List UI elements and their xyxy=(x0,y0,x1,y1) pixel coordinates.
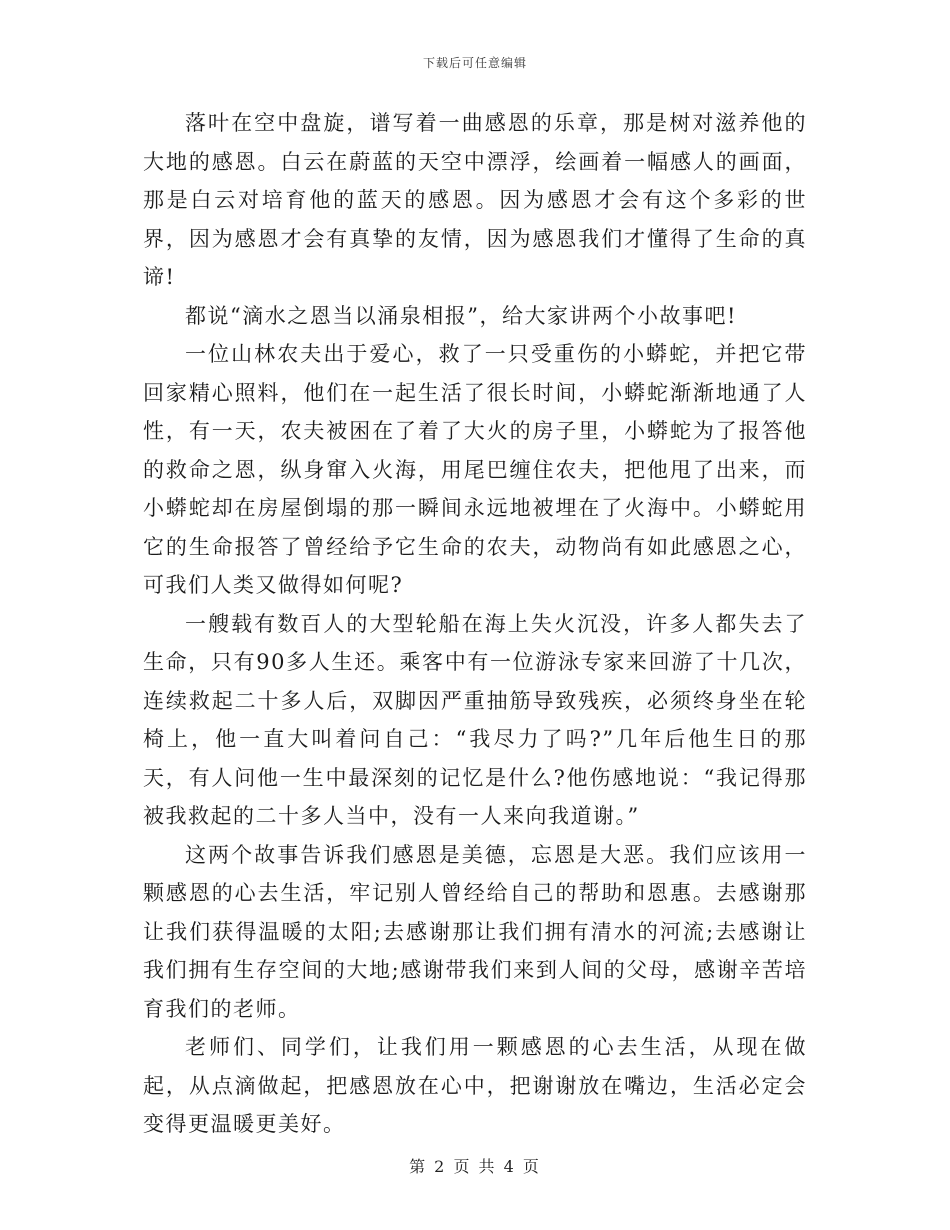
paragraph-3: 一位山林农夫出于爱心，救了一只受重伤的小蟒蛇，并把它带回家精心照料，他们在一起生活了很长时间，小蟒蛇渐渐地通了人性，有一天，农夫被困在了着了大火的房子里，小蟒蛇为了报答他的救命之恩，纵身窜入火海，用尾巴缠住农夫，把他甩了出来，而小蟒蛇却在房屋倒塌的那一瞬间永远地被埋在了火海中。小蟒蛇用它的生命报答了曾经给予它生命的农夫，动物尚有如此感恩之心，可我们人类又做得如何呢? xyxy=(143,342,807,597)
document-body xyxy=(143,104,807,1144)
paragraph-6: 老师们、同学们，让我们用一颗感恩的心去生活，从现在做起，从点滴做起，把感恩放在心中，把谢谢放在嘴边，生活必定会变得更温暖更美好。 xyxy=(143,1035,807,1136)
paragraph-2: 都说“滴水之恩当以涌泉相报”，给大家讲两个小故事吧! xyxy=(185,303,737,328)
paragraph-5: 这两个故事告诉我们感恩是美德，忘恩是大恶。我们应该用一颗感恩的心去生活，牢记别人曾经给自己的帮助和恩惠。去感谢那让我们获得温暖的太阳;去感谢那让我们拥有清水的河流;去感谢让我们拥有生存空间的大地;感谢带我们来到人间的父母，感谢辛苦培育我们的老师。 xyxy=(143,842,807,1021)
paragraph-4: 一艘载有数百人的大型轮船在海上失火沉没，许多人都失去了生命，只有90多人生还。乘客中有一位游泳专家来回游了十几次，连续救起二十多人后，双脚因严重抽筋导致残疾，必须终身坐在轮椅上，他一直大叫着问自己：“我尽力了吗?”几年后他生日的那天，有人问他一生中最深刻的记忆是什么?他伤感地说：“我记得那被我救起的二十多人当中，没有一人来向我道谢。” xyxy=(143,611,807,828)
page-header-note: 下载后可任意编辑 xyxy=(422,56,527,70)
paragraph-1: 落叶在空中盘旋，谱写着一曲感恩的乐章，那是树对滋养他的大地的感恩。白云在蔚蓝的天空中漂浮，绘画着一幅感人的画面，那是白云对培育他的蓝天的感恩。因为感恩才会有这个多彩的世界，因为感恩才会有真挚的友情，因为感恩我们才懂得了生命的真谛! xyxy=(143,111,807,289)
page-number-footer: 第 2 页 共 4 页 xyxy=(409,1157,541,1176)
